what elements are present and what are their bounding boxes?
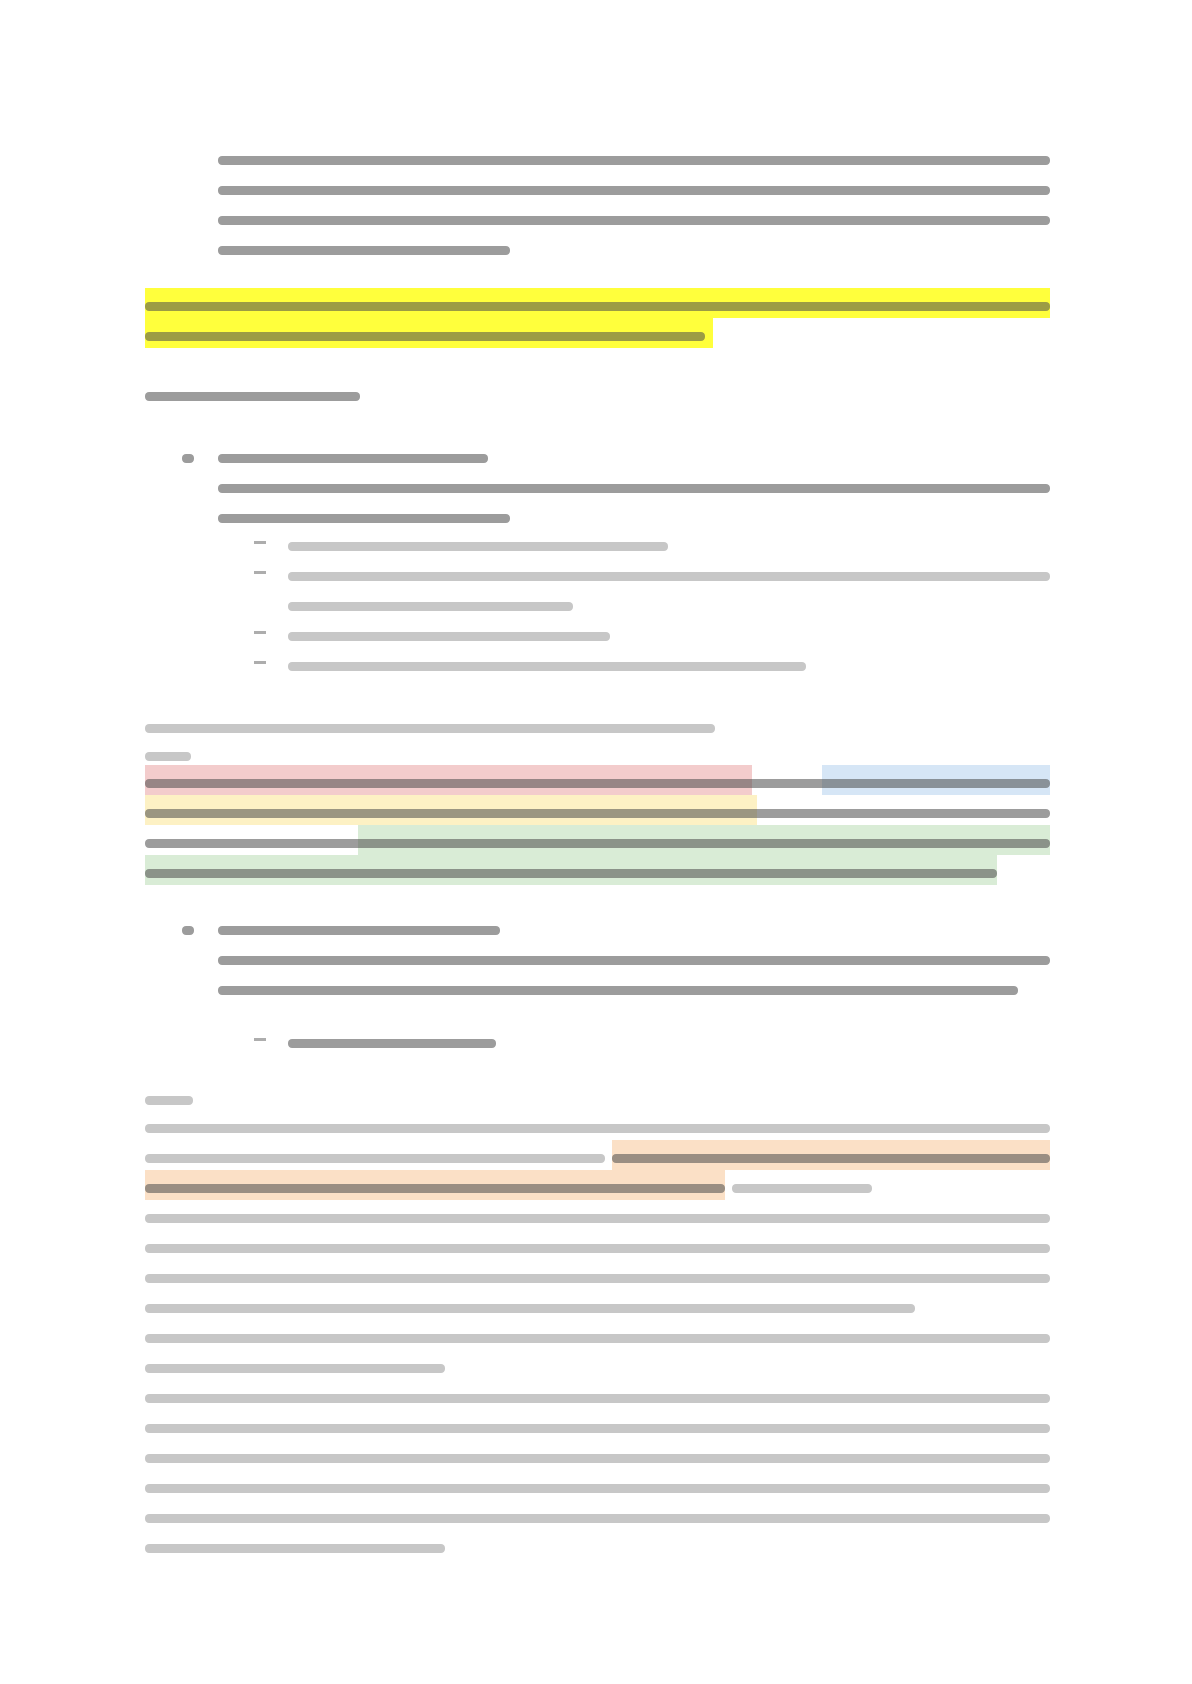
bullet-dash-icon — [254, 631, 266, 634]
section-heading-ink — [145, 392, 360, 401]
bullet-dash-icon — [254, 661, 266, 664]
quote-last-line — [145, 1544, 445, 1553]
bullet-dash-icon — [254, 571, 266, 574]
bullet-dash-icon — [254, 1038, 266, 1041]
bullet-dash-icon — [254, 541, 266, 544]
